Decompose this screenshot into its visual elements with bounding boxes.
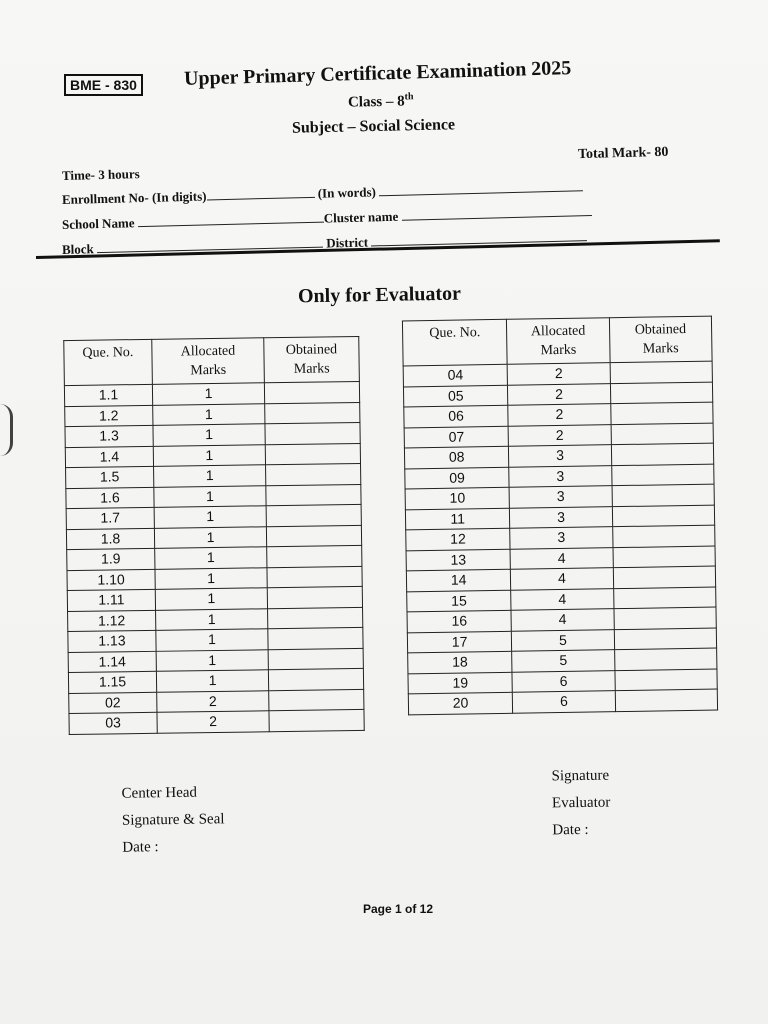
allocated-marks-cell: 1 <box>153 444 265 466</box>
allocated-marks-cell: 1 <box>153 403 265 425</box>
allocated-marks-cell: 1 <box>152 383 264 405</box>
obtained-marks-cell[interactable] <box>267 586 362 608</box>
evaluator-date-label: Date : <box>552 821 589 839</box>
obtained-marks-cell[interactable] <box>266 504 361 526</box>
obtained-marks-cell[interactable] <box>611 443 714 465</box>
exam-title: Upper Primary Certificate Examination 2025 <box>183 57 572 90</box>
marks-table-right <box>402 316 718 715</box>
allocated-marks-cell: 1 <box>154 506 266 528</box>
question-number-cell: 04 <box>403 364 508 386</box>
enrollment-words-field[interactable] <box>379 189 583 196</box>
school-name-field[interactable] <box>138 221 324 228</box>
header-allocated-line2: Marks <box>190 362 227 379</box>
cluster-name-field[interactable] <box>402 214 592 221</box>
question-number-cell: 18 <box>408 651 513 673</box>
question-number-cell: 1.1 <box>64 384 152 406</box>
obtained-marks-cell[interactable] <box>266 463 361 485</box>
question-number-cell: 17 <box>407 631 512 653</box>
header-allocated-line1: Allocated <box>180 343 236 360</box>
question-number-cell: 03 <box>69 712 157 734</box>
allocated-marks-cell: 1 <box>156 649 268 671</box>
center-head-block <box>121 779 225 861</box>
evaluator-label: Evaluator <box>551 794 611 812</box>
enrollment-digits-label: Enrollment No- (In digits) <box>61 188 207 207</box>
question-number-cell: 15 <box>407 590 512 612</box>
obtained-marks-cell[interactable] <box>265 402 360 424</box>
allocated-marks-cell: 6 <box>513 691 616 713</box>
allocated-marks-cell: 4 <box>511 609 614 631</box>
question-number-cell: 1.10 <box>67 569 155 591</box>
block-label: Block <box>61 241 94 257</box>
obtained-marks-cell[interactable] <box>267 545 362 567</box>
obtained-marks-cell[interactable] <box>266 525 361 547</box>
header-obtained-line1: Obtained <box>634 321 687 338</box>
allocated-marks-cell: 5 <box>512 650 615 672</box>
question-number-cell: 1.9 <box>67 548 155 570</box>
question-number-cell: 19 <box>408 672 513 694</box>
allocated-marks-cell: 1 <box>155 608 267 630</box>
obtained-marks-cell[interactable] <box>268 627 363 649</box>
header-allocated-line1: Allocated <box>530 323 586 340</box>
obtained-marks-cell[interactable] <box>613 566 716 588</box>
header-allocated-marks <box>152 338 265 385</box>
obtained-marks-cell[interactable] <box>264 381 359 403</box>
allocated-marks-cell: 1 <box>154 526 266 548</box>
question-number-cell: 1.15 <box>68 671 156 693</box>
allocated-marks-cell: 3 <box>510 506 613 528</box>
center-head-label: Center Head <box>121 784 198 802</box>
question-number-cell: 13 <box>406 549 511 571</box>
question-number-cell: 1.2 <box>65 405 153 427</box>
evaluator-block <box>551 763 610 845</box>
allocated-marks-cell: 4 <box>510 547 613 569</box>
obtained-marks-cell[interactable] <box>265 422 360 444</box>
question-number-cell: 1.3 <box>65 425 153 447</box>
question-number-cell: 1.7 <box>66 507 154 529</box>
allocated-marks-cell: 2 <box>157 711 269 733</box>
allocated-marks-cell: 2 <box>508 404 611 426</box>
header-obtained-line2: Marks <box>293 361 330 377</box>
allocated-marks-cell: 1 <box>154 485 266 507</box>
allocated-marks-cell: 1 <box>155 547 267 569</box>
question-number-cell: 14 <box>406 569 511 591</box>
table-header-row <box>64 336 360 385</box>
obtained-marks-cell[interactable] <box>267 566 362 588</box>
header-obtained-line2: Marks <box>642 341 679 357</box>
obtained-marks-cell[interactable] <box>612 525 715 547</box>
header-obtained-line1: Obtained <box>285 342 338 358</box>
obtained-marks-cell[interactable] <box>610 402 713 424</box>
question-number-cell: 08 <box>404 446 509 468</box>
allocated-marks-cell: 4 <box>511 568 614 590</box>
signature-seal-label: Signature & Seal <box>121 811 225 829</box>
question-number-cell: 1.5 <box>66 466 154 488</box>
obtained-marks-cell[interactable] <box>269 689 364 711</box>
allocated-marks-cell: 1 <box>155 567 267 589</box>
obtained-marks-cell[interactable] <box>614 628 717 650</box>
question-number-cell: 1.11 <box>67 589 155 611</box>
obtained-marks-cell[interactable] <box>611 464 714 486</box>
allocated-marks-cell: 1 <box>156 629 268 651</box>
header-obtained-marks <box>264 336 360 382</box>
allocated-marks-cell: 6 <box>512 670 615 692</box>
allocated-marks-cell: 1 <box>156 670 268 692</box>
question-number-cell: 1.6 <box>66 487 154 509</box>
allocated-marks-cell: 2 <box>157 690 269 712</box>
obtained-marks-cell[interactable] <box>614 648 717 670</box>
class-text: Class – 8 <box>347 93 405 111</box>
question-number-cell: 20 <box>408 692 513 714</box>
question-number-cell: 1.8 <box>66 528 154 550</box>
allocated-marks-cell: 2 <box>508 424 611 446</box>
time-label: Time- 3 hours <box>61 166 140 183</box>
obtained-marks-cell[interactable] <box>615 689 718 711</box>
allocated-marks-cell: 5 <box>512 629 615 651</box>
subject-label: Subject – Social Science <box>291 116 456 137</box>
obtained-marks-cell[interactable] <box>613 546 716 568</box>
allocated-marks-cell: 1 <box>155 588 267 610</box>
obtained-marks-cell[interactable] <box>615 669 718 691</box>
question-number-cell: 05 <box>403 385 508 407</box>
marks-table-left <box>63 336 364 735</box>
header-que-no: Que. No. <box>64 339 153 385</box>
allocated-marks-cell: 3 <box>509 445 612 467</box>
obtained-marks-cell[interactable] <box>266 484 361 506</box>
question-number-cell: 1.4 <box>65 446 153 468</box>
question-number-cell: 1.14 <box>68 651 156 673</box>
allocated-marks-cell: 3 <box>509 486 612 508</box>
obtained-marks-cell[interactable] <box>612 484 715 506</box>
question-number-cell: 06 <box>404 405 509 427</box>
question-number-cell: 09 <box>405 467 510 489</box>
obtained-marks-cell[interactable] <box>268 648 363 670</box>
page-number: Page 1 of 12 <box>363 902 434 916</box>
page-edge-mark <box>0 404 13 456</box>
obtained-marks-cell[interactable] <box>268 607 363 629</box>
allocated-marks-cell: 3 <box>510 527 613 549</box>
center-date-label: Date : <box>122 839 159 856</box>
obtained-marks-cell[interactable] <box>269 709 364 731</box>
allocated-marks-cell: 4 <box>511 588 614 610</box>
header-que-no: Que. No. <box>402 319 507 366</box>
cluster-name-label: Cluster name <box>323 208 399 226</box>
header-allocated-marks <box>507 318 610 365</box>
question-number-cell: 1.13 <box>68 630 156 652</box>
district-label: District <box>326 234 369 251</box>
question-number-cell: 16 <box>407 610 512 632</box>
obtained-marks-cell[interactable] <box>611 423 714 445</box>
total-mark: Total Mark- 80 <box>577 144 669 163</box>
allocated-marks-cell: 1 <box>153 465 265 487</box>
enrollment-digits-field[interactable] <box>207 196 315 201</box>
table-header-row <box>402 316 712 366</box>
table-row <box>408 689 717 714</box>
obtained-marks-cell[interactable] <box>610 382 713 404</box>
obtained-marks-cell[interactable] <box>265 443 360 465</box>
question-number-cell: 11 <box>405 508 510 530</box>
obtained-marks-cell[interactable] <box>610 361 713 383</box>
enrollment-row <box>62 179 583 208</box>
allocated-marks-cell: 2 <box>507 363 610 385</box>
question-number-cell: 1.12 <box>68 610 156 632</box>
allocated-marks-cell: 2 <box>508 383 611 405</box>
school-name-label: School Name <box>61 215 135 232</box>
obtained-marks-cell[interactable] <box>613 587 716 609</box>
question-number-cell: 10 <box>405 487 510 509</box>
class-superscript: th <box>404 91 414 103</box>
allocated-marks-cell: 3 <box>509 465 612 487</box>
table-row <box>69 709 364 734</box>
paper-code-badge: BME - 830 <box>64 74 143 96</box>
question-number-cell: 07 <box>404 426 509 448</box>
header-obtained-marks <box>609 316 712 363</box>
evaluator-section-title: Only for Evaluator <box>297 282 462 308</box>
allocated-marks-cell: 1 <box>153 424 265 446</box>
school-row <box>62 204 592 233</box>
class-label <box>348 91 414 111</box>
obtained-marks-cell[interactable] <box>614 607 717 629</box>
evaluator-signature-label: Signature <box>551 767 610 785</box>
obtained-marks-cell[interactable] <box>268 668 363 690</box>
enrollment-words-label: (In words) <box>317 184 377 201</box>
obtained-marks-cell[interactable] <box>612 505 715 527</box>
header-allocated-line2: Marks <box>540 342 577 359</box>
question-number-cell: 12 <box>406 528 511 550</box>
question-number-cell: 02 <box>69 692 157 714</box>
